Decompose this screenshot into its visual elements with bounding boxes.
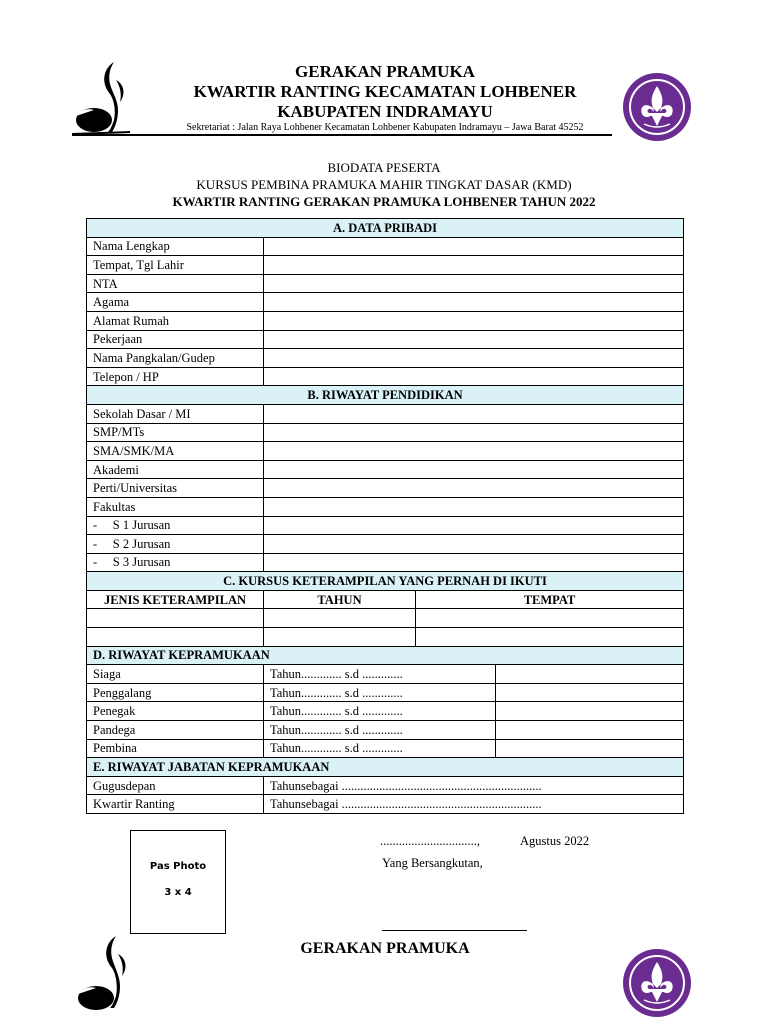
section-d-title: D. RIWAYAT KEPRAMUKAAN bbox=[87, 646, 684, 665]
section-e-title: E. RIWAYAT JABATAN KEPRAMUKAAN bbox=[87, 758, 684, 777]
column-tahun: TAHUN bbox=[264, 590, 416, 609]
field-label: Kwartir Ranting bbox=[87, 795, 264, 814]
form-row bbox=[87, 311, 684, 330]
field-label: Nama Lengkap bbox=[87, 237, 264, 256]
tahun-cell[interactable] bbox=[264, 628, 416, 647]
field-label: Pembina bbox=[87, 739, 264, 758]
form-row bbox=[87, 349, 684, 368]
form-row bbox=[87, 367, 684, 386]
pembina-notes-field[interactable] bbox=[496, 739, 684, 758]
wosm-emblem-logo bbox=[622, 72, 692, 142]
field-label: Penegak bbox=[87, 702, 264, 721]
form-row bbox=[87, 516, 684, 535]
s3-jurusan-field[interactable] bbox=[264, 553, 684, 572]
footer-title: GERAKAN PRAMUKA bbox=[300, 940, 470, 957]
penggalang-notes-field[interactable] bbox=[496, 683, 684, 702]
form-row bbox=[87, 256, 684, 275]
keterampilan-cell[interactable] bbox=[87, 628, 264, 647]
field-label: Agama bbox=[87, 293, 264, 312]
field-label: Siaga bbox=[87, 665, 264, 684]
kwartir-ranting-field[interactable]: Tahunsebagai ................................................................ bbox=[264, 795, 684, 814]
form-row bbox=[87, 497, 684, 516]
header-line-3: KABUPATEN INDRAMAYU bbox=[277, 102, 493, 121]
s1-jurusan-field[interactable] bbox=[264, 516, 684, 535]
signature-line[interactable] bbox=[382, 930, 527, 931]
section-e-header bbox=[87, 758, 684, 777]
form-row bbox=[87, 683, 684, 702]
header-divider bbox=[72, 134, 612, 136]
universitas-field[interactable] bbox=[264, 479, 684, 498]
tahun-cell[interactable] bbox=[264, 609, 416, 628]
field-label: Sekolah Dasar / MI bbox=[87, 404, 264, 423]
nama-lengkap-field[interactable] bbox=[264, 237, 684, 256]
form-row bbox=[87, 293, 684, 312]
form-row bbox=[87, 423, 684, 442]
field-label: SMA/SMK/MA bbox=[87, 442, 264, 461]
telepon-field[interactable] bbox=[264, 367, 684, 386]
tempat-cell[interactable] bbox=[416, 628, 684, 647]
field-label: Pandega bbox=[87, 721, 264, 740]
pandega-tahun-field[interactable]: Tahun............. s.d ............. bbox=[264, 721, 496, 740]
field-label: Nama Pangkalan/Gudep bbox=[87, 349, 264, 368]
form-row bbox=[87, 739, 684, 758]
form-row bbox=[87, 460, 684, 479]
field-label: Gugusdepan bbox=[87, 776, 264, 795]
sma-field[interactable] bbox=[264, 442, 684, 461]
biodata-form-table bbox=[86, 218, 684, 814]
penegak-tahun-field[interactable]: Tahun............. s.d ............. bbox=[264, 702, 496, 721]
form-row bbox=[87, 553, 684, 572]
header-address: Sekretariat : Jalan Raya Lohbener Kecamatan Lohbener Kabupaten Indramayu – Jawa Barat 45252 bbox=[186, 122, 584, 133]
doc-title-3: KWARTIR RANTING GERAKAN PRAMUKA LOHBENER TAHUN 2022 bbox=[172, 194, 596, 209]
penggalang-tahun-field[interactable]: Tahun............. s.d ............. bbox=[264, 683, 496, 702]
field-label: - S 2 Jurusan bbox=[87, 535, 264, 554]
field-label: - S 3 Jurusan bbox=[87, 553, 264, 572]
field-label: Penggalang bbox=[87, 683, 264, 702]
s2-jurusan-field[interactable] bbox=[264, 535, 684, 554]
field-label: - S 1 Jurusan bbox=[87, 516, 264, 535]
tunas-kelapa-logo bbox=[72, 934, 134, 1018]
alamat-rumah-field[interactable] bbox=[264, 311, 684, 330]
table-row bbox=[87, 628, 684, 647]
field-label: Telepon / HP bbox=[87, 367, 264, 386]
pas-photo-size: 3 x 4 bbox=[164, 887, 192, 898]
tempat-tgl-lahir-field[interactable] bbox=[264, 256, 684, 275]
section-c-title: C. KURSUS KETERAMPILAN YANG PERNAH DI IKUTI bbox=[87, 572, 684, 591]
field-label: Pekerjaan bbox=[87, 330, 264, 349]
form-row bbox=[87, 702, 684, 721]
field-label: Fakultas bbox=[87, 497, 264, 516]
form-row bbox=[87, 776, 684, 795]
signature-place[interactable]: ..............................., bbox=[380, 834, 480, 848]
form-row bbox=[87, 404, 684, 423]
wosm-emblem-logo bbox=[622, 948, 692, 1018]
field-label: Akademi bbox=[87, 460, 264, 479]
form-row bbox=[87, 274, 684, 293]
column-jenis-keterampilan: JENIS KETERAMPILAN bbox=[87, 590, 264, 609]
section-b-header bbox=[87, 386, 684, 405]
section-d-header bbox=[87, 646, 684, 665]
pembina-tahun-field[interactable]: Tahun............. s.d ............. bbox=[264, 739, 496, 758]
form-row bbox=[87, 795, 684, 814]
field-label: Perti/Universitas bbox=[87, 479, 264, 498]
sekolah-dasar-field[interactable] bbox=[264, 404, 684, 423]
doc-title-2: KURSUS PEMBINA PRAMUKA MAHIR TINGKAT DASAR (KMD) bbox=[196, 177, 572, 192]
field-label: SMP/MTs bbox=[87, 423, 264, 442]
pandega-notes-field[interactable] bbox=[496, 721, 684, 740]
header-line-1: GERAKAN PRAMUKA bbox=[295, 62, 475, 81]
section-a-header bbox=[87, 219, 684, 238]
fakultas-field[interactable] bbox=[264, 497, 684, 516]
form-row bbox=[87, 665, 684, 684]
pas-photo-label: Pas Photo bbox=[149, 861, 207, 872]
form-row bbox=[87, 442, 684, 461]
section-a-title: A. DATA PRIBADI bbox=[87, 219, 684, 238]
nta-field[interactable] bbox=[264, 274, 684, 293]
section-b-title: B. RIWAYAT PENDIDIKAN bbox=[87, 386, 684, 405]
header-line-2: KWARTIR RANTING KECAMATAN LOHBENER bbox=[193, 82, 577, 101]
pekerjaan-field[interactable] bbox=[264, 330, 684, 349]
signature-date: Agustus 2022 bbox=[520, 834, 590, 848]
siaga-tahun-field[interactable]: Tahun............. s.d ............. bbox=[264, 665, 496, 684]
form-row bbox=[87, 535, 684, 554]
tunas-kelapa-logo bbox=[70, 60, 132, 138]
field-label: Tempat, Tgl Lahir bbox=[87, 256, 264, 275]
field-label: NTA bbox=[87, 274, 264, 293]
form-row bbox=[87, 330, 684, 349]
pas-photo-box[interactable] bbox=[130, 830, 226, 934]
tempat-cell[interactable] bbox=[416, 609, 684, 628]
smp-field[interactable] bbox=[264, 423, 684, 442]
section-c-header bbox=[87, 572, 684, 591]
field-label: Alamat Rumah bbox=[87, 311, 264, 330]
nama-pangkalan-field[interactable] bbox=[264, 349, 684, 368]
column-tempat: TEMPAT bbox=[416, 590, 684, 609]
gugusdepan-field[interactable]: Tahunsebagai ................................................................ bbox=[264, 776, 684, 795]
section-c-column-headers bbox=[87, 590, 684, 609]
akademi-field[interactable] bbox=[264, 460, 684, 479]
form-row bbox=[87, 479, 684, 498]
doc-title-1: BIODATA PESERTA bbox=[327, 160, 441, 175]
form-row bbox=[87, 237, 684, 256]
form-row bbox=[87, 721, 684, 740]
agama-field[interactable] bbox=[264, 293, 684, 312]
penegak-notes-field[interactable] bbox=[496, 702, 684, 721]
siaga-notes-field[interactable] bbox=[496, 665, 684, 684]
table-row bbox=[87, 609, 684, 628]
signature-signer: Yang Bersangkutan, bbox=[382, 856, 483, 870]
keterampilan-cell[interactable] bbox=[87, 609, 264, 628]
